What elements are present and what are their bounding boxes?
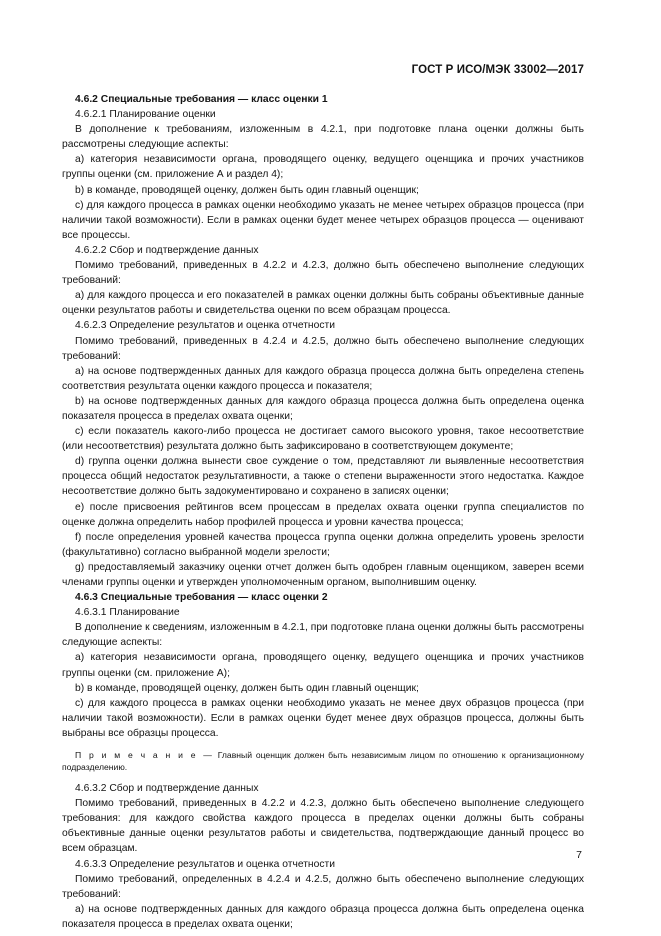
subsection-title: 4.6.3.2 Сбор и подтверждение данных (75, 783, 259, 795)
paragraph: В дополнение к сведениям, изложенным в 4.2.1, при подготовке плана оценки должны быть рассмотрены следующие аспекты: (62, 622, 584, 649)
list-item: b) в команде, проводящей оценку, должен быть один главный оценщик; (75, 682, 419, 694)
note-label: П р и м е ч а н и е — (75, 750, 214, 761)
section-heading: 4.6.2 Специальные требования — класс оценки 1 (75, 94, 328, 105)
section-heading: 4.6.3 Специальные требования — класс оценки 2 (75, 592, 328, 604)
list-item: b) на основе подтвержденных данных для каждого образца процесса должна быть определена оценка показателя процесса в пределах охвата оценки; (62, 395, 584, 422)
paragraph: Помимо требований, приведенных в 4.2.2 и 4.2.3, должно быть обеспечено выполнение следующих требований: (62, 260, 584, 287)
list-item: a) категория независимости органа, проводящего оценку, ведущего оценщика и прочих участников группы оценки (см. приложение А); (62, 652, 584, 679)
standard-header: ГОСТ Р ИСО/МЭК 33002—2017 (411, 64, 584, 76)
list-item: c) для каждого процесса в рамках оценки необходимо указать не менее двух образцов процесса (при наличии такой возможности). Если в рамках оценки будет менее двух образцов процесса, должны быть выбраны все образцы процесса. (62, 697, 584, 739)
list-item: c) если показатель какого-либо процесса не достигает самого высокого уровня, такое несоответствие (или несоответствия) результата должно быть зафиксировано в соответствующем документе; (62, 426, 584, 453)
subsection-title: 4.6.2.3 Определение результатов и оценка отчетности (75, 320, 335, 332)
subsection-title: 4.6.2.1 Планирование оценки (75, 109, 216, 121)
note-text: Главный оценщик должен быть независимым лицом по отношению к организационному подразделению. (62, 750, 584, 773)
subsection-title: 4.6.3.3 Определение результатов и оценка отчетности (75, 858, 335, 870)
list-item: a) на основе подтвержденных данных для каждого образца процесса должна быть определена оценка показателя процесса в пределах охвата оценки; (62, 903, 584, 930)
subsection-title: 4.6.2.2 Сбор и подтверждение данных (75, 244, 259, 256)
list-item: b) в команде, проводящей оценку, должен быть один главный оценщик; (75, 184, 419, 196)
subsection-title: 4.6.3.1 Планирование (75, 607, 180, 619)
list-item: a) на основе подтвержденных данных для каждого образца процесса должна быть определена степень соответствия результата оценки каждого процесса и показателя; (62, 365, 584, 392)
list-item: f) после определения уровней качества процесса группа оценки должна определить уровень зрелости (факультативно) согласно выбранной модели зрелости; (62, 531, 584, 558)
paragraph: В дополнение к требованиям, изложенным в 4.2.1, при подготовке плана оценки должны быть рассмотрены следующие аспекты: (62, 124, 584, 151)
list-item: a) категория независимости органа, проводящего оценку, ведущего оценщика и прочих участников группы оценки (см. приложение А и раздел 4); (62, 154, 584, 181)
paragraph: Помимо требований, приведенных в 4.2.4 и 4.2.5, должно быть обеспечено выполнение следующих требований: (62, 335, 584, 362)
list-item: c) для каждого процесса в рамках оценки необходимо указать не менее четырех образцов процесса (при наличии такой возможности). Если в рамках оценки будет менее четырех образцов процесса — оценивают все процессы. (62, 199, 584, 241)
page-number: 7 (576, 849, 582, 861)
list-item: g) предоставляемый заказчику оценки отчет должен быть одобрен главным оценщиком, заверен всеми членами группы оценки и утвержден уполномоченным органом, выполнившим оценку. (62, 561, 584, 588)
paragraph: Помимо требований, определенных в 4.2.4 и 4.2.5, должно быть обеспечено выполнение следующих требований: (62, 873, 584, 900)
paragraph: Помимо требований, приведенных в 4.2.2 и 4.2.3, должно быть обеспечено выполнение следующего требования: для каждого свойства каждого процесса в пределах оценки должны быть собраны объективные данные оценки результатов работы и свидетельства, подтверждающие данный процесс во всем образцам. (62, 798, 584, 855)
note (62, 749, 584, 773)
list-item: d) группа оценки должна вынести свое суждение о том, представляют ли выявленные несоответствия процесса общий недостаток результативности, а также о степени выраженности этого недостатка. Каждое несоответствие должно быть задокументировано и сохранено в записях оценки; (62, 456, 584, 498)
document-body (62, 92, 584, 932)
list-item: e) после присвоения рейтингов всем процессам в пределах охвата оценки группа специалистов по оценке должна определить набор профилей процесса и уровни качества процесса; (62, 501, 584, 528)
list-item: a) для каждого процесса и его показателей в рамках оценки должны быть собраны объективные данные оценки результатов работы и свидетельства оценки по всем образцам процесса. (62, 290, 584, 317)
